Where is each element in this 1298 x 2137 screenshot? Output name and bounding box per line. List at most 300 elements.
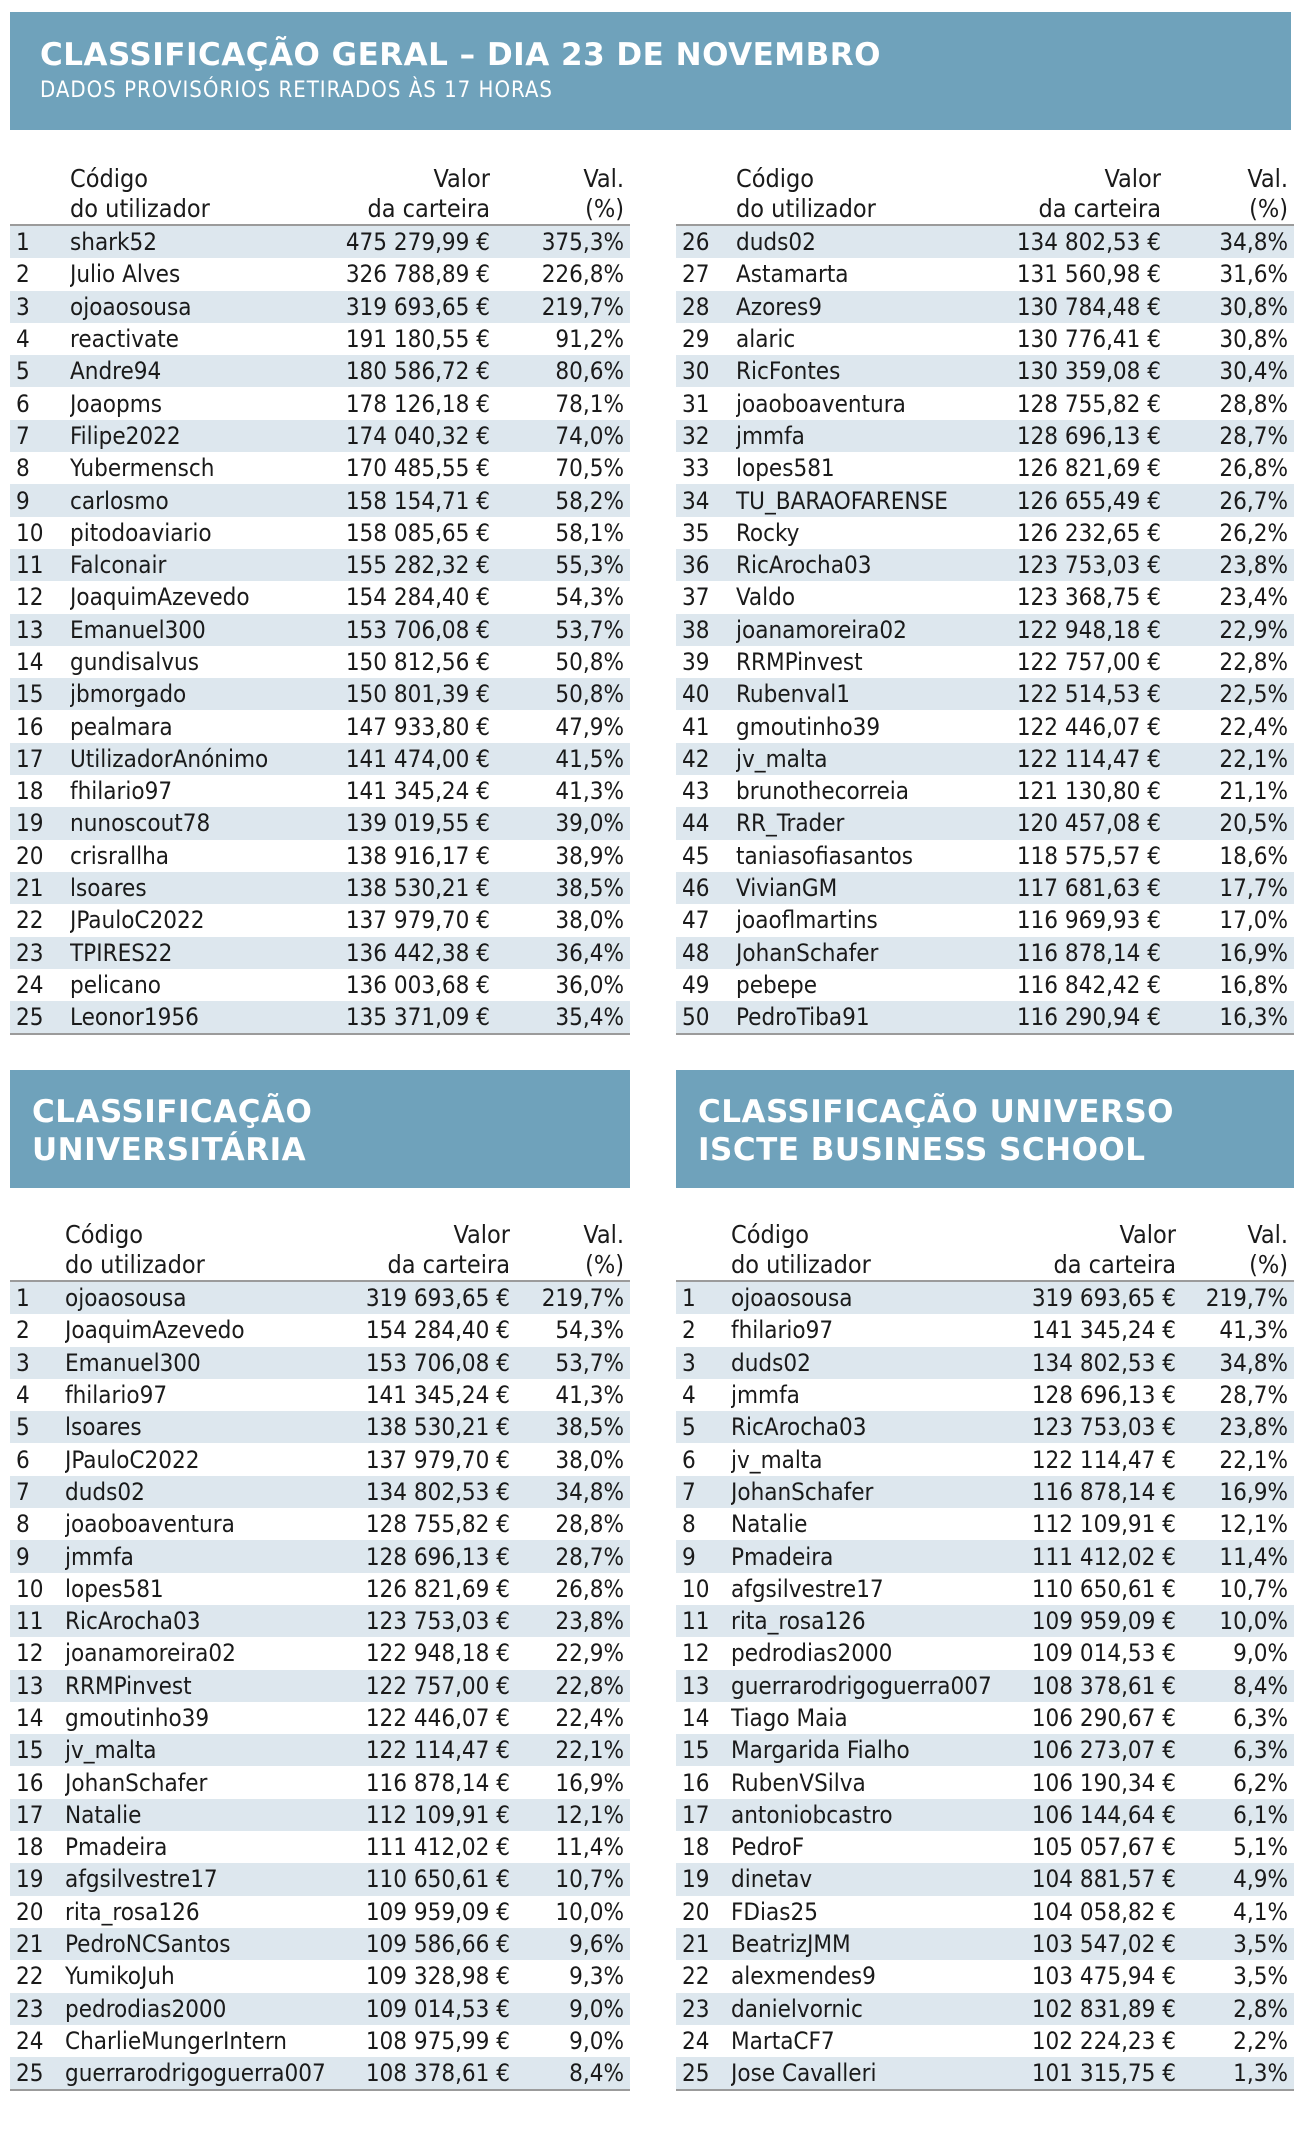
universitaria-banner bbox=[10, 1070, 630, 1188]
user-cell: guerrarodrigoguerra007 bbox=[65, 2059, 326, 2088]
table-row bbox=[676, 291, 1294, 323]
pct-cell: 47,9% bbox=[555, 712, 624, 741]
rank-cell: 20 bbox=[682, 1897, 710, 1926]
value-cell: 121 130,80 € bbox=[1016, 777, 1161, 806]
rank-cell: 1 bbox=[16, 1284, 30, 1313]
value-cell: 120 457,08 € bbox=[1016, 809, 1161, 838]
geral-table-2 bbox=[676, 158, 1294, 1035]
pct-cell: 9,6% bbox=[569, 1930, 624, 1959]
table-row bbox=[10, 969, 630, 1001]
pct-cell: 41,3% bbox=[555, 1381, 624, 1410]
rank-cell: 21 bbox=[16, 1930, 44, 1959]
table-row bbox=[10, 1476, 630, 1508]
table-row bbox=[10, 517, 630, 549]
table-row bbox=[10, 1702, 630, 1734]
rank-cell: 18 bbox=[16, 777, 44, 806]
header-value: Valor da carteira bbox=[367, 164, 490, 223]
value-cell: 158 154,71 € bbox=[345, 486, 490, 515]
rank-cell: 20 bbox=[16, 1897, 44, 1926]
rank-cell: 22 bbox=[16, 906, 44, 935]
user-cell: afgsilvestre17 bbox=[731, 1574, 884, 1603]
header-pct: Val. (%) bbox=[583, 1220, 624, 1279]
universitaria-title: CLASSIFICAÇÃO UNIVERSITÁRIA bbox=[32, 1094, 313, 1168]
pct-cell: 219,7% bbox=[1205, 1284, 1288, 1313]
value-cell: 109 014,53 € bbox=[365, 1994, 510, 2023]
pct-cell: 28,7% bbox=[1219, 421, 1288, 450]
value-cell: 111 412,02 € bbox=[1031, 1542, 1176, 1571]
pct-cell: 10,0% bbox=[555, 1897, 624, 1926]
table-row bbox=[10, 1282, 630, 1314]
table-body bbox=[10, 226, 630, 1035]
rank-cell: 30 bbox=[682, 357, 710, 386]
pct-cell: 26,8% bbox=[1219, 454, 1288, 483]
pct-cell: 17,0% bbox=[1219, 906, 1288, 935]
value-cell: 106 290,67 € bbox=[1031, 1704, 1176, 1732]
pct-cell: 28,7% bbox=[1219, 1381, 1288, 1410]
user-cell: RRMPinvest bbox=[736, 648, 863, 676]
table-row bbox=[676, 258, 1294, 290]
pct-cell: 10,7% bbox=[555, 1865, 624, 1894]
pct-cell: 38,9% bbox=[555, 841, 624, 870]
pct-cell: 54,3% bbox=[555, 583, 624, 612]
rank-cell: 8 bbox=[16, 454, 30, 483]
user-cell: RicArocha03 bbox=[65, 1607, 201, 1636]
table-row bbox=[676, 775, 1294, 807]
table-row bbox=[676, 1734, 1294, 1766]
user-cell: jv_malta bbox=[736, 744, 828, 773]
rank-cell: 9 bbox=[16, 1542, 30, 1571]
value-cell: 141 345,24 € bbox=[345, 777, 490, 806]
table-row bbox=[10, 1379, 630, 1411]
header-value: Valor da carteira bbox=[1053, 1220, 1176, 1279]
user-cell: PedroF bbox=[731, 1833, 805, 1862]
table-row bbox=[10, 1896, 630, 1928]
rank-cell: 10 bbox=[682, 1574, 710, 1603]
value-cell: 109 959,09 € bbox=[1031, 1607, 1176, 1636]
pct-cell: 3,5% bbox=[1233, 1962, 1288, 1991]
pct-cell: 34,8% bbox=[555, 1477, 624, 1506]
user-cell: jmmfa bbox=[65, 1542, 134, 1571]
table-row bbox=[10, 743, 630, 775]
pct-cell: 16,9% bbox=[1219, 938, 1288, 967]
table-row bbox=[10, 1001, 630, 1033]
rank-cell: 7 bbox=[682, 1477, 696, 1506]
pct-cell: 34,8% bbox=[1219, 228, 1288, 257]
pct-cell: 3,5% bbox=[1233, 1930, 1288, 1959]
table-row bbox=[676, 1379, 1294, 1411]
table-row bbox=[676, 2057, 1294, 2089]
rank-cell: 1 bbox=[16, 228, 30, 257]
rank-cell: 20 bbox=[16, 841, 44, 870]
user-cell: JohanSchafer bbox=[736, 938, 879, 967]
table-row bbox=[10, 2057, 630, 2089]
rank-cell: 18 bbox=[16, 1833, 44, 1862]
user-cell: RicArocha03 bbox=[731, 1413, 867, 1442]
user-cell: ojoaosousa bbox=[731, 1284, 853, 1313]
pct-cell: 22,9% bbox=[1219, 615, 1288, 644]
value-cell: 117 681,63 € bbox=[1016, 874, 1161, 903]
table-row bbox=[676, 1928, 1294, 1960]
pct-cell: 16,9% bbox=[1219, 1477, 1288, 1506]
rank-cell: 48 bbox=[682, 938, 710, 967]
table-row bbox=[10, 2025, 630, 2057]
table-row bbox=[10, 840, 630, 872]
rank-cell: 11 bbox=[16, 1607, 44, 1636]
pct-cell: 54,3% bbox=[555, 1316, 624, 1345]
user-cell: gmoutinho39 bbox=[736, 712, 881, 741]
value-cell: 122 114,47 € bbox=[1016, 744, 1161, 773]
user-cell: jmmfa bbox=[736, 421, 805, 450]
pct-cell: 28,7% bbox=[555, 1542, 624, 1571]
table-row bbox=[676, 517, 1294, 549]
pct-cell: 39,0% bbox=[555, 809, 624, 838]
value-cell: 111 412,02 € bbox=[365, 1833, 510, 1862]
value-cell: 155 282,32 € bbox=[345, 551, 490, 580]
pct-cell: 22,5% bbox=[1219, 680, 1288, 709]
pct-cell: 16,9% bbox=[555, 1768, 624, 1797]
rank-cell: 19 bbox=[682, 1865, 710, 1894]
value-cell: 104 881,57 € bbox=[1031, 1865, 1176, 1894]
value-cell: 178 126,18 € bbox=[345, 389, 490, 418]
user-cell: Rocky bbox=[736, 518, 800, 547]
value-cell: 122 114,47 € bbox=[365, 1736, 510, 1765]
value-cell: 109 959,09 € bbox=[365, 1897, 510, 1926]
rank-cell: 6 bbox=[16, 389, 30, 418]
rank-cell: 23 bbox=[682, 1994, 710, 2023]
value-cell: 137 979,70 € bbox=[345, 906, 490, 935]
user-cell: CharlieMungerIntern bbox=[65, 2026, 287, 2055]
rank-cell: 10 bbox=[16, 518, 44, 547]
value-cell: 130 359,08 € bbox=[1016, 357, 1161, 386]
table-row bbox=[676, 1476, 1294, 1508]
pct-cell: 50,8% bbox=[555, 648, 624, 676]
value-cell: 135 371,09 € bbox=[345, 1003, 490, 1032]
rank-cell: 13 bbox=[682, 1671, 710, 1700]
pct-cell: 53,7% bbox=[555, 1348, 624, 1377]
user-cell: Joaopms bbox=[70, 389, 163, 418]
user-cell: duds02 bbox=[65, 1477, 145, 1506]
user-cell: ojoaosousa bbox=[65, 1284, 187, 1313]
user-cell: duds02 bbox=[731, 1348, 811, 1377]
pct-cell: 91,2% bbox=[555, 325, 624, 354]
value-cell: 128 696,13 € bbox=[1031, 1381, 1176, 1410]
rank-cell: 16 bbox=[16, 712, 44, 741]
pct-cell: 22,1% bbox=[555, 1736, 624, 1765]
user-cell: joaoboaventura bbox=[65, 1510, 235, 1539]
table-row bbox=[10, 549, 630, 581]
user-cell: Jose Cavalleri bbox=[731, 2059, 877, 2088]
pct-cell: 12,1% bbox=[555, 1800, 624, 1829]
pct-cell: 375,3% bbox=[541, 228, 624, 257]
user-cell: lopes581 bbox=[736, 454, 835, 483]
pct-cell: 8,4% bbox=[1233, 1671, 1288, 1700]
pct-cell: 9,0% bbox=[569, 2026, 624, 2055]
pct-cell: 17,7% bbox=[1219, 874, 1288, 903]
table-row bbox=[676, 323, 1294, 355]
pct-cell: 22,1% bbox=[1219, 1445, 1288, 1474]
rank-cell: 13 bbox=[16, 615, 44, 644]
pct-cell: 80,6% bbox=[555, 357, 624, 386]
pct-cell: 38,5% bbox=[555, 1413, 624, 1442]
pct-cell: 22,4% bbox=[1219, 712, 1288, 741]
value-cell: 105 057,67 € bbox=[1031, 1833, 1176, 1862]
value-cell: 122 757,00 € bbox=[365, 1671, 510, 1700]
value-cell: 154 284,40 € bbox=[345, 583, 490, 612]
table-row bbox=[676, 420, 1294, 452]
table-row bbox=[676, 1766, 1294, 1798]
table-body bbox=[10, 1282, 630, 2091]
table-row bbox=[676, 1960, 1294, 1992]
rank-cell: 11 bbox=[682, 1607, 710, 1636]
pct-cell: 226,8% bbox=[541, 260, 624, 289]
table-row bbox=[676, 1001, 1294, 1033]
header-user: Código do utilizador bbox=[70, 164, 210, 223]
value-cell: 123 753,03 € bbox=[365, 1607, 510, 1636]
rank-cell: 4 bbox=[16, 325, 30, 354]
value-cell: 106 190,34 € bbox=[1031, 1768, 1176, 1797]
table-row bbox=[10, 1411, 630, 1443]
table-header bbox=[10, 158, 630, 226]
table-row bbox=[676, 614, 1294, 646]
pct-cell: 22,9% bbox=[555, 1639, 624, 1668]
value-cell: 122 757,00 € bbox=[1016, 648, 1161, 676]
rank-cell: 50 bbox=[682, 1003, 710, 1032]
table-row bbox=[10, 678, 630, 710]
rank-cell: 21 bbox=[682, 1930, 710, 1959]
pct-cell: 6,3% bbox=[1233, 1736, 1288, 1765]
user-cell: fhilario97 bbox=[65, 1381, 168, 1410]
header-user: Código do utilizador bbox=[736, 164, 876, 223]
table-row bbox=[676, 678, 1294, 710]
table-row bbox=[676, 355, 1294, 387]
table-row bbox=[10, 291, 630, 323]
table-row bbox=[676, 1347, 1294, 1379]
user-cell: afgsilvestre17 bbox=[65, 1865, 218, 1894]
pct-cell: 1,3% bbox=[1233, 2059, 1288, 2088]
user-cell: joanamoreira02 bbox=[65, 1639, 236, 1668]
header-pct: Val. (%) bbox=[1247, 164, 1288, 223]
value-cell: 130 776,41 € bbox=[1016, 325, 1161, 354]
rank-cell: 17 bbox=[682, 1800, 710, 1829]
table-row bbox=[676, 969, 1294, 1001]
rank-cell: 14 bbox=[16, 1704, 44, 1732]
pct-cell: 41,3% bbox=[1219, 1316, 1288, 1345]
user-cell: pedrodias2000 bbox=[65, 1994, 227, 2023]
user-cell: RicArocha03 bbox=[736, 551, 872, 580]
pct-cell: 70,5% bbox=[555, 454, 624, 483]
rank-cell: 21 bbox=[16, 874, 44, 903]
value-cell: 154 284,40 € bbox=[365, 1316, 510, 1345]
user-cell: joaoflmartins bbox=[736, 906, 878, 935]
value-cell: 108 975,99 € bbox=[365, 2026, 510, 2055]
table-row bbox=[676, 840, 1294, 872]
table-row bbox=[676, 549, 1294, 581]
table-row bbox=[10, 937, 630, 969]
rank-cell: 16 bbox=[16, 1768, 44, 1797]
table-row bbox=[676, 1508, 1294, 1540]
value-cell: 153 706,08 € bbox=[365, 1348, 510, 1377]
user-cell: joanamoreira02 bbox=[736, 615, 907, 644]
rank-cell: 42 bbox=[682, 744, 710, 773]
pct-cell: 30,8% bbox=[1219, 325, 1288, 354]
table-row bbox=[676, 2025, 1294, 2057]
header-pct: Val. (%) bbox=[583, 164, 624, 223]
value-cell: 109 014,53 € bbox=[1031, 1639, 1176, 1668]
value-cell: 101 315,75 € bbox=[1031, 2059, 1176, 2088]
user-cell: rita_rosa126 bbox=[65, 1897, 200, 1926]
value-cell: 180 586,72 € bbox=[345, 357, 490, 386]
table-row bbox=[676, 1443, 1294, 1475]
user-cell: JohanSchafer bbox=[731, 1477, 874, 1506]
user-cell: pedrodias2000 bbox=[731, 1639, 893, 1668]
pct-cell: 22,8% bbox=[1219, 648, 1288, 676]
user-cell: TPIRES22 bbox=[70, 938, 173, 967]
user-cell: Tiago Maia bbox=[731, 1704, 848, 1732]
value-cell: 134 802,53 € bbox=[365, 1477, 510, 1506]
table-row bbox=[10, 1508, 630, 1540]
value-cell: 134 802,53 € bbox=[1031, 1348, 1176, 1377]
rank-cell: 7 bbox=[16, 1477, 30, 1506]
value-cell: 131 560,98 € bbox=[1016, 260, 1161, 289]
value-cell: 112 109,91 € bbox=[365, 1800, 510, 1829]
table-row bbox=[676, 1573, 1294, 1605]
pct-cell: 23,4% bbox=[1219, 583, 1288, 612]
table-row bbox=[10, 646, 630, 678]
rank-cell: 14 bbox=[16, 648, 44, 676]
value-cell: 319 693,65 € bbox=[345, 292, 490, 321]
value-cell: 103 475,94 € bbox=[1031, 1962, 1176, 1991]
rank-cell: 12 bbox=[16, 583, 44, 612]
rank-cell: 41 bbox=[682, 712, 710, 741]
user-cell: Filipe2022 bbox=[70, 421, 181, 450]
pct-cell: 34,8% bbox=[1219, 1348, 1288, 1377]
pct-cell: 23,8% bbox=[1219, 551, 1288, 580]
value-cell: 122 446,07 € bbox=[1016, 712, 1161, 741]
pct-cell: 22,1% bbox=[1219, 744, 1288, 773]
user-cell: dinetav bbox=[731, 1865, 813, 1894]
user-cell: jv_malta bbox=[65, 1736, 157, 1765]
rank-cell: 17 bbox=[16, 744, 44, 773]
table-row bbox=[676, 646, 1294, 678]
table-row bbox=[676, 1540, 1294, 1572]
value-cell: 319 693,65 € bbox=[365, 1284, 510, 1313]
geral-title: CLASSIFICAÇÃO GERAL – DIA 23 DE NOVEMBRO bbox=[40, 37, 881, 73]
value-cell: 138 916,17 € bbox=[345, 841, 490, 870]
rank-cell: 39 bbox=[682, 648, 710, 676]
rank-cell: 3 bbox=[16, 292, 30, 321]
rank-cell: 25 bbox=[16, 2059, 44, 2088]
rank-cell: 32 bbox=[682, 421, 710, 450]
pct-cell: 16,8% bbox=[1219, 970, 1288, 999]
pct-cell: 26,2% bbox=[1219, 518, 1288, 547]
user-cell: pebepe bbox=[736, 970, 817, 999]
user-cell: alexmendes9 bbox=[731, 1962, 876, 1991]
table-row bbox=[10, 1314, 630, 1346]
user-cell: JPauloC2022 bbox=[70, 906, 205, 935]
pct-cell: 6,2% bbox=[1233, 1768, 1288, 1797]
table-row bbox=[676, 484, 1294, 516]
user-cell: ojoaosousa bbox=[70, 292, 192, 321]
rank-cell: 22 bbox=[682, 1962, 710, 1991]
rank-cell: 18 bbox=[682, 1833, 710, 1862]
table-row bbox=[676, 581, 1294, 613]
table-row bbox=[676, 1411, 1294, 1443]
value-cell: 150 812,56 € bbox=[345, 648, 490, 676]
pct-cell: 4,9% bbox=[1233, 1865, 1288, 1894]
rank-cell: 6 bbox=[16, 1445, 30, 1474]
user-cell: RRMPinvest bbox=[65, 1671, 192, 1700]
rank-cell: 5 bbox=[682, 1413, 696, 1442]
table-row bbox=[10, 1831, 630, 1863]
rank-cell: 31 bbox=[682, 389, 710, 418]
rank-cell: 9 bbox=[16, 486, 30, 515]
pct-cell: 6,1% bbox=[1233, 1800, 1288, 1829]
pct-cell: 30,4% bbox=[1219, 357, 1288, 386]
table-row bbox=[676, 1282, 1294, 1314]
value-cell: 110 650,61 € bbox=[1031, 1574, 1176, 1603]
user-cell: MartaCF7 bbox=[731, 2026, 835, 2055]
table-row bbox=[10, 1799, 630, 1831]
user-cell: FDias25 bbox=[731, 1897, 818, 1926]
user-cell: lopes581 bbox=[65, 1574, 164, 1603]
user-cell: jmmfa bbox=[731, 1381, 800, 1410]
user-cell: JPauloC2022 bbox=[65, 1445, 200, 1474]
header-value: Valor da carteira bbox=[1038, 164, 1161, 223]
user-cell: Julio Alves bbox=[70, 260, 181, 289]
user-cell: joaoboaventura bbox=[736, 389, 906, 418]
value-cell: 139 019,55 € bbox=[345, 809, 490, 838]
user-cell: RubenVSilva bbox=[731, 1768, 866, 1797]
pct-cell: 10,7% bbox=[1219, 1574, 1288, 1603]
value-cell: 475 279,99 € bbox=[345, 228, 490, 257]
pct-cell: 28,8% bbox=[1219, 389, 1288, 418]
user-cell: Pmadeira bbox=[65, 1833, 168, 1862]
user-cell: VivianGM bbox=[736, 874, 838, 903]
pct-cell: 9,0% bbox=[1233, 1639, 1288, 1668]
user-cell: PedroTiba91 bbox=[736, 1003, 870, 1032]
rank-cell: 44 bbox=[682, 809, 710, 838]
table-row bbox=[676, 904, 1294, 936]
value-cell: 118 575,57 € bbox=[1016, 841, 1161, 870]
rank-cell: 34 bbox=[682, 486, 710, 515]
user-cell: jv_malta bbox=[731, 1445, 823, 1474]
user-cell: fhilario97 bbox=[70, 777, 173, 806]
pct-cell: 38,0% bbox=[555, 906, 624, 935]
table-row bbox=[10, 710, 630, 742]
user-cell: UtilizadorAnónimo bbox=[70, 744, 269, 773]
pct-cell: 10,0% bbox=[1219, 1607, 1288, 1636]
rank-cell: 9 bbox=[682, 1542, 696, 1571]
table-row bbox=[10, 581, 630, 613]
user-cell: danielvornic bbox=[731, 1994, 863, 2023]
header-pct: Val. (%) bbox=[1247, 1220, 1288, 1279]
user-cell: RicFontes bbox=[736, 357, 841, 386]
table-row bbox=[10, 1928, 630, 1960]
user-cell: Azores9 bbox=[736, 292, 822, 321]
value-cell: 128 696,13 € bbox=[1016, 421, 1161, 450]
value-cell: 112 109,91 € bbox=[1031, 1510, 1176, 1539]
pct-cell: 23,8% bbox=[1219, 1413, 1288, 1442]
rank-cell: 6 bbox=[682, 1445, 696, 1474]
table-row bbox=[676, 1896, 1294, 1928]
table-row bbox=[676, 937, 1294, 969]
rank-cell: 8 bbox=[682, 1510, 696, 1539]
value-cell: 174 040,32 € bbox=[345, 421, 490, 450]
value-cell: 153 706,08 € bbox=[345, 615, 490, 644]
pct-cell: 219,7% bbox=[541, 1284, 624, 1313]
table-row bbox=[10, 807, 630, 839]
table-row bbox=[10, 1993, 630, 2025]
